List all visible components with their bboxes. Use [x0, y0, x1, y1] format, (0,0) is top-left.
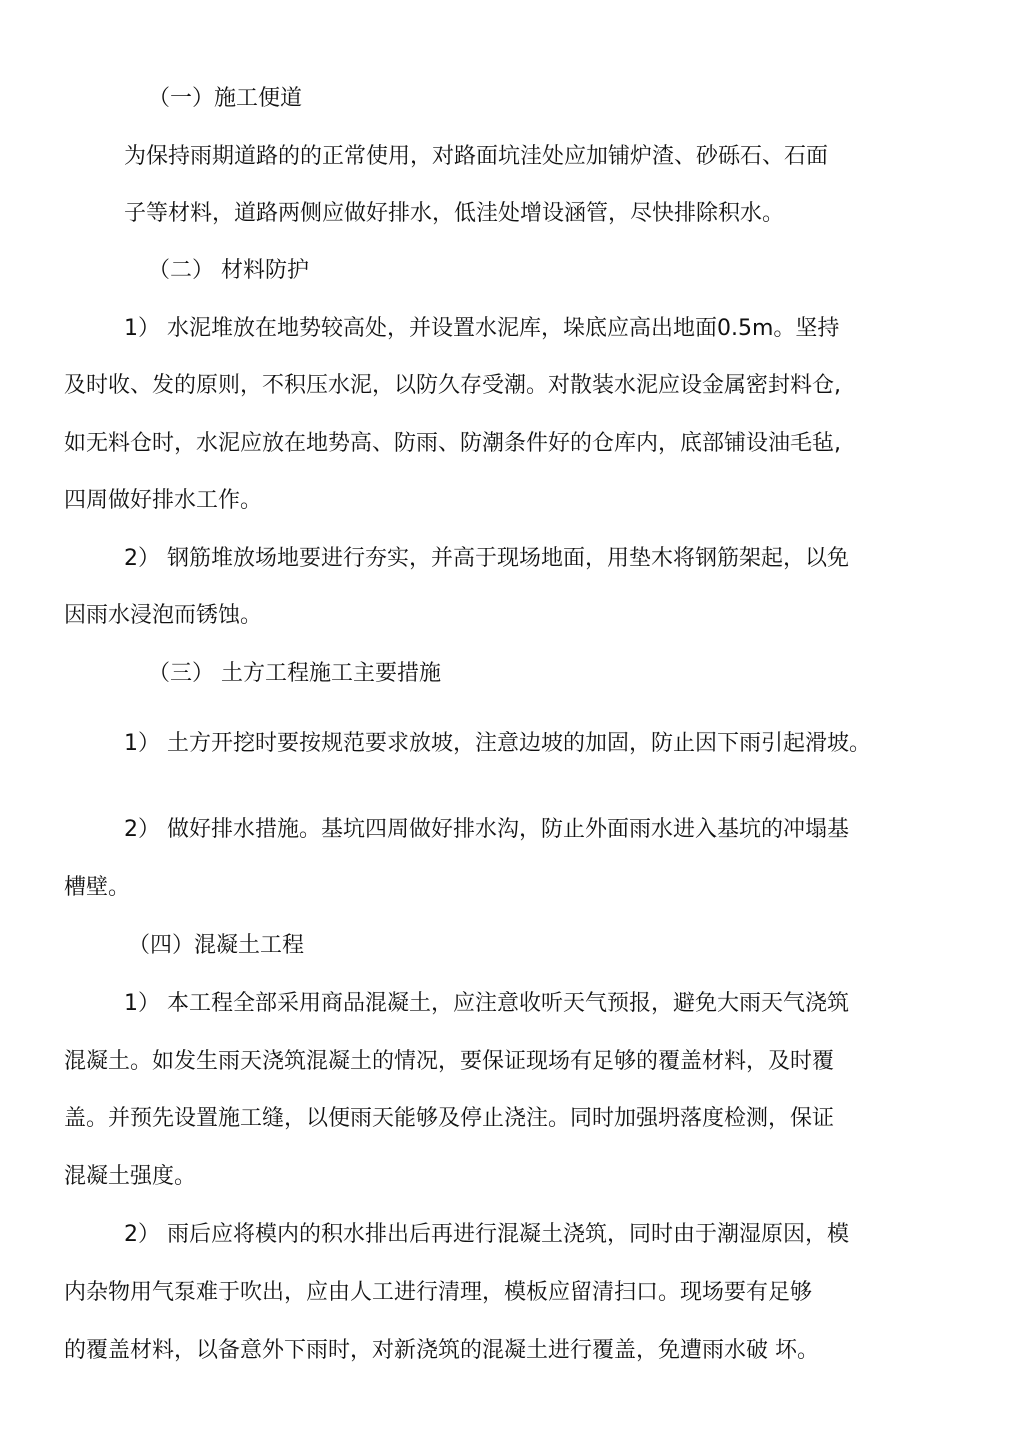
paragraph-line: 如无料仓时，水泥应放在地势高、防雨、防潮条件好的仓库内，底部铺设油毛毡, — [64, 431, 841, 456]
paragraph-line: 1） 本工程全部采用商品混凝土，应注意收听天气预报，避免大雨天气浇筑 — [124, 991, 849, 1016]
paragraph-line: 子等材料，道路两侧应做好排水，低洼处增设涵管，尽快排除积水。 — [124, 201, 785, 226]
paragraph-line: 四周做好排水工作。 — [64, 488, 263, 513]
heading-earthwork: （三） 土方工程施工主要措施 — [148, 661, 441, 686]
paragraph-line: 的覆盖材料，以备意外下雨时，对新浇筑的混凝土进行覆盖，免遭雨水破 坏。 — [64, 1338, 819, 1363]
paragraph-line: 盖。并预先设置施工缝，以便雨天能够及停止浇注。同时加强坍落度检测，保证 — [64, 1106, 835, 1131]
paragraph-line: 1） 土方开挖时要按规范要求放坡，注意边坡的加固，防止因下雨引起滑坡。 — [124, 731, 871, 756]
paragraph-line: 1） 水泥堆放在地势较高处，并设置水泥库，垛底应高出地面0.5m。坚持 — [124, 316, 840, 341]
paragraph-line: 2） 雨后应将模内的积水排出后再进行混凝土浇筑，同时由于潮湿原因，模 — [124, 1222, 849, 1247]
paragraph-line: 因雨水浸泡而锈蚀。 — [64, 603, 263, 628]
paragraph-line: 为保持雨期道路的的正常使用，对路面坑洼处应加铺炉渣、砂砾石、石面 — [124, 144, 829, 169]
paragraph-line: 混凝土强度。 — [64, 1164, 197, 1189]
paragraph-line: 内杂物用气泵难于吹出，应由人工进行清理，模板应留清扫口。现场要有足够 — [64, 1280, 813, 1305]
heading-material-protection: （二） 材料防护 — [148, 258, 309, 283]
heading-concrete-work: （四）混凝土工程 — [128, 933, 305, 958]
paragraph-line: 2） 钢筋堆放场地要进行夯实，并高于现场地面，用垫木将钢筋架起，以免 — [124, 546, 849, 571]
paragraph-line: 2） 做好排水措施。基坑四周做好排水沟，防止外面雨水进入基坑的冲塌基 — [124, 817, 849, 842]
paragraph-line: 槽壁。 — [64, 875, 131, 900]
paragraph-line: 及时收、发的原则，不积压水泥，以防久存受潮。对散装水泥应设金属密封料仓, — [64, 373, 841, 398]
heading-construction-road: （一）施工便道 — [148, 86, 303, 111]
paragraph-line: 混凝土。如发生雨天浇筑混凝土的情况，要保证现场有足够的覆盖材料，及时覆 — [64, 1049, 835, 1074]
